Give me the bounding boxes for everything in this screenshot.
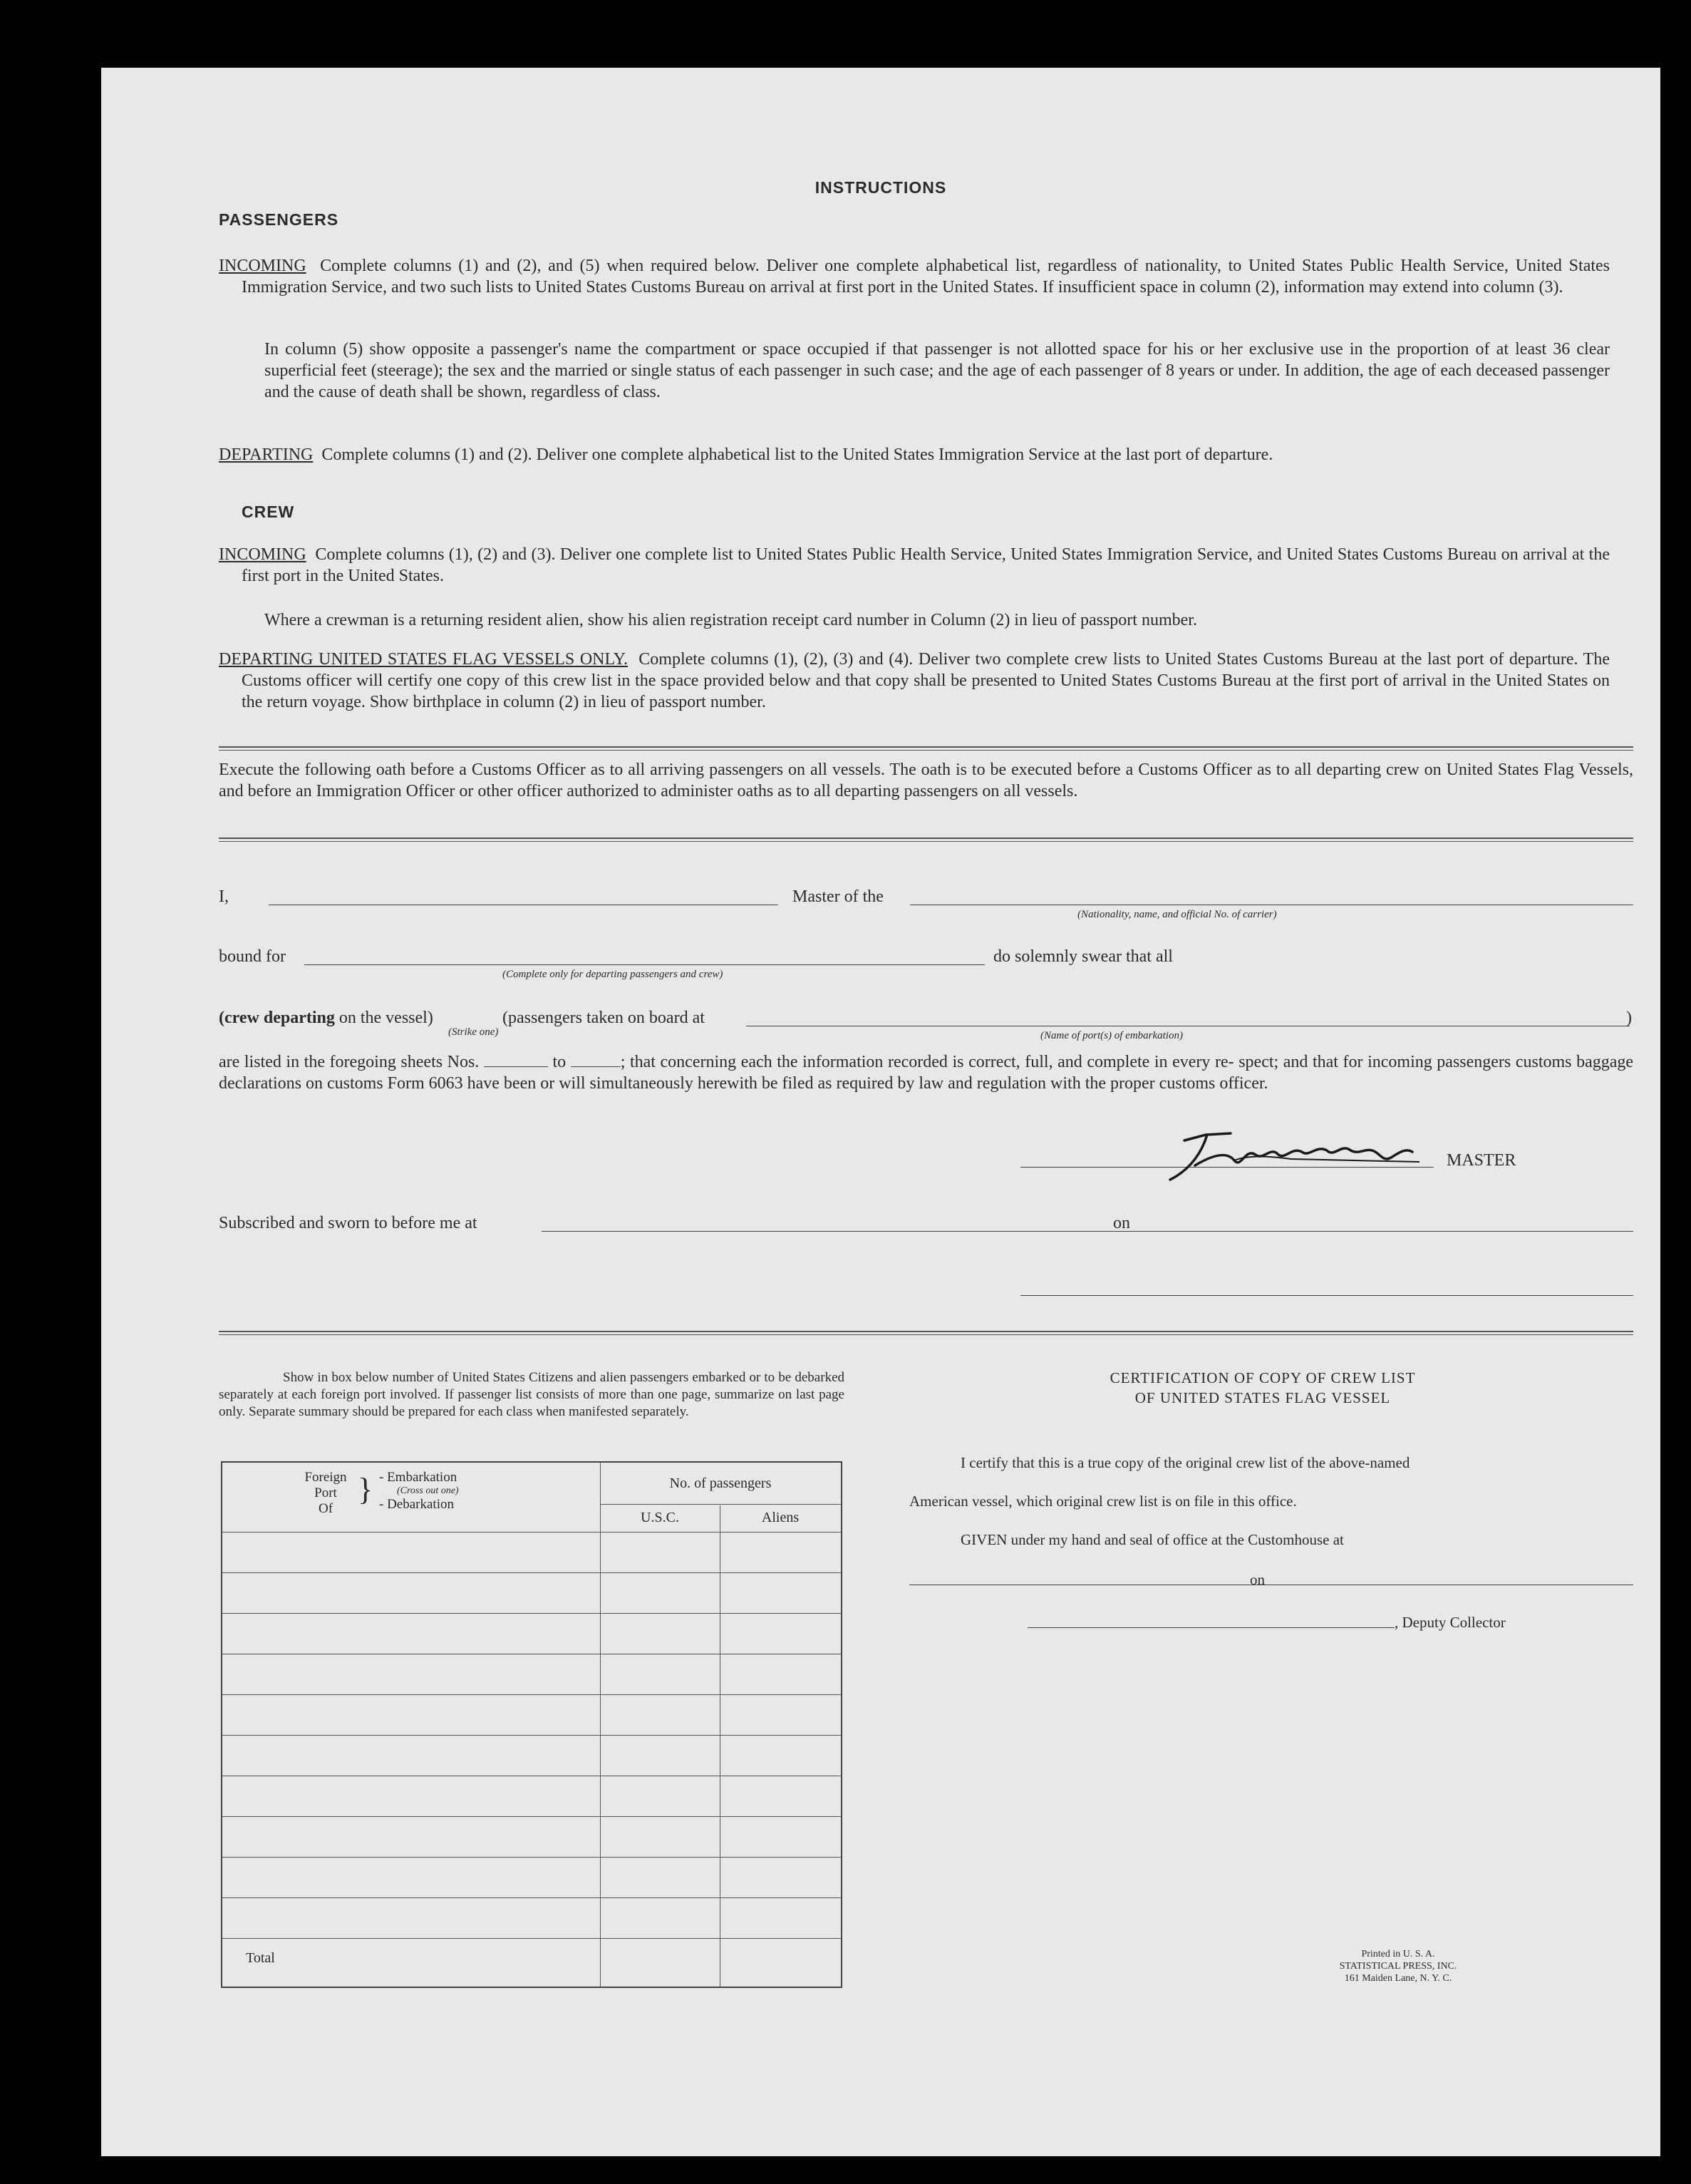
divider-double-rule bbox=[219, 838, 1633, 842]
ports-hint: (Name of port(s) of embarkation) bbox=[1040, 1030, 1183, 1041]
col-divider bbox=[600, 1463, 601, 1987]
listed-statement bbox=[219, 1051, 1633, 1094]
passengers-incoming-label: INCOMING bbox=[219, 257, 306, 275]
divider-double-rule bbox=[219, 1331, 1633, 1335]
instructions-title: INSTRUCTIONS bbox=[815, 178, 947, 197]
crew-heading: CREW bbox=[242, 503, 295, 521]
certification-line-3: GIVEN under my hand and seal of office at the Customhouse at bbox=[961, 1531, 1344, 1548]
on-the-vessel-text: on the vessel) bbox=[338, 1009, 433, 1027]
bound-for-label: bound for bbox=[219, 947, 286, 966]
debarkation-label: - Debarkation bbox=[379, 1497, 454, 1512]
carrier-hint: (Nationality, name, and official No. of carrier) bbox=[1077, 909, 1277, 920]
printer-line-1: Printed in U. S. A. bbox=[1361, 1949, 1435, 1959]
usc-column-header: U.S.C. bbox=[641, 1510, 679, 1525]
subscribed-label: Subscribed and sworn to before me at bbox=[219, 1214, 477, 1232]
strike-one-hint: (Strike one) bbox=[448, 1026, 499, 1038]
deputy-collector-label: , Deputy Collector bbox=[1395, 1614, 1506, 1631]
port-label: Port bbox=[314, 1485, 337, 1500]
printer-imprint bbox=[1270, 1948, 1526, 1984]
deputy-collector-signature-field[interactable] bbox=[1028, 1627, 1395, 1628]
sworn-date-field[interactable] bbox=[1140, 1231, 1633, 1232]
passengers-taken-option: (passengers taken on board at bbox=[502, 1009, 705, 1027]
foreign-port-of-label bbox=[304, 1470, 347, 1517]
bound-for-field[interactable] bbox=[304, 964, 985, 965]
certification-heading bbox=[892, 1368, 1633, 1408]
table-row bbox=[222, 1532, 841, 1533]
listed-text-a: are listed in the foregoing sheets Nos. bbox=[219, 1053, 480, 1071]
crew-departing-paragraph bbox=[219, 649, 1610, 713]
printer-line-3: 161 Maiden Lane, N. Y. C. bbox=[1344, 1973, 1452, 1984]
listed-text-b: ; that concerning each the information recorded is correct, full, and complete in every re- bbox=[620, 1053, 1234, 1071]
crew-incoming-text: Complete columns (1), (2) and (3). Deliver one complete list to United States Public Health Service, United States Immigration Service, and United States Customs Bureau on arrival at the first port in the United States. bbox=[242, 545, 1610, 585]
table-row bbox=[222, 1938, 841, 1939]
passengers-incoming-paragraph bbox=[219, 255, 1610, 298]
table-row bbox=[222, 1694, 841, 1695]
passengers-departing-paragraph bbox=[219, 444, 1610, 465]
cross-out-hint: (Cross out one) bbox=[397, 1485, 459, 1496]
listed-text-c: spect; and that for incoming passengers customs baggage declarations on customs Form 6063 have been or will simultaneously herewith be filed as required by law and regulation with the proper customs officer. bbox=[219, 1053, 1634, 1093]
brace-icon: } bbox=[358, 1472, 373, 1507]
certification-on-label: on bbox=[1250, 1571, 1265, 1588]
sheet-to-field[interactable] bbox=[571, 1066, 621, 1067]
divider-double-rule bbox=[219, 746, 1633, 751]
certification-heading-line-1: CERTIFICATION OF COPY OF CREW LIST bbox=[1110, 1369, 1416, 1386]
certification-line-1: I certify that this is a true copy of the original crew list of the above-named bbox=[961, 1454, 1410, 1471]
printer-line-2: STATISTICAL PRESS, INC. bbox=[1339, 1961, 1457, 1972]
crew-departing-text: Complete columns (1), (2), (3) and (4). Deliver two complete crew lists to United States Customs Bureau at the last port of departure. The Customs officer will certify one copy of this crew list in the space provided below and that copy shall be presented to United States Customs Bureau at the first port of arrival in the United States on the return voyage. Show birthplace in column (2) in lieu of passport number. bbox=[242, 650, 1610, 711]
sworn-place-field[interactable] bbox=[542, 1231, 1169, 1232]
certification-line-2: American vessel, which original crew list is on file in this office. bbox=[909, 1493, 1297, 1510]
form-page bbox=[101, 68, 1660, 2156]
table-row bbox=[222, 1897, 841, 1898]
crew-incoming-label: INCOMING bbox=[219, 545, 306, 564]
embarkation-debarkation-label bbox=[379, 1470, 459, 1513]
no-of-passengers-label: No. of passengers bbox=[669, 1475, 772, 1491]
close-paren: ) bbox=[1626, 1009, 1632, 1027]
crew-incoming-paragraph bbox=[219, 544, 1610, 587]
passengers-departing-text: Complete columns (1) and (2). Deliver one complete alphabetical list to the United States Immigration Service at the last port of departure. bbox=[321, 445, 1273, 464]
sheet-from-field[interactable] bbox=[484, 1066, 548, 1067]
foreign-label: Foreign bbox=[304, 1470, 347, 1485]
table-row bbox=[222, 1816, 841, 1817]
ports-box-instructions: Show in box below number of United States Citizens and alien passengers embarked or to be debarked separately at each foreign port involved. If passenger list consists of more than one page, summarize on last page only. Separate summary should be prepared for each class when manifested separately. bbox=[219, 1370, 844, 1419]
total-label: Total bbox=[246, 1950, 275, 1966]
officer-signature-line[interactable] bbox=[1020, 1295, 1633, 1296]
aliens-column-header: Aliens bbox=[761, 1510, 800, 1525]
table-row bbox=[222, 1572, 841, 1573]
bound-for-hint: (Complete only for departing passengers and crew) bbox=[502, 969, 723, 980]
oath-i-label: I, bbox=[219, 887, 229, 906]
master-label: MASTER bbox=[1447, 1151, 1516, 1170]
sworn-on-label: on bbox=[1113, 1214, 1130, 1232]
table-row bbox=[222, 1735, 841, 1736]
ports-table bbox=[221, 1461, 842, 1988]
table-row bbox=[222, 1857, 841, 1858]
crew-departing-text: (crew departing bbox=[219, 1009, 335, 1027]
of-label: Of bbox=[318, 1501, 333, 1516]
master-signature-image bbox=[1163, 1126, 1434, 1190]
passengers-heading: PASSENGERS bbox=[219, 210, 339, 229]
embarkation-label: - Embarkation bbox=[379, 1470, 457, 1485]
header-subdivider bbox=[600, 1504, 841, 1505]
table-row bbox=[222, 1613, 841, 1614]
crew-departing-option bbox=[219, 1007, 433, 1029]
master-of-the-label: Master of the bbox=[792, 887, 884, 906]
passengers-incoming-text: Complete columns (1) and (2), and (5) when required below. Deliver one complete alphabetical list, regardless of nationality, to United States Public Health Service, United States Immigration Service, and two such lists to United States Customs Bureau on arrival at first port in the United States. If insufficient space in column (2), information may extend into column (3). bbox=[242, 257, 1610, 297]
crew-resident-paragraph: Where a crewman is a returning resident alien, show his alien registration receipt card number in Column (2) in lieu of passport number. bbox=[264, 611, 1197, 629]
passengers-column5-paragraph: In column (5) show opposite a passenger's name the compartment or space occupied if that passenger is not allotted space for his or her exclusive use in the proportion of at least 36 clear superficial feet (steerage); the sex and the married or single status of each passenger in such case; and the age of each passenger of 8 years or under. In addition, the age of each deceased passenger and the cause of death shall be shown, regardless of class. bbox=[264, 340, 1610, 401]
solemnly-swear-text: do solemnly swear that all bbox=[993, 947, 1173, 966]
crew-departing-label: DEPARTING UNITED STATES FLAG VESSELS ONLY. bbox=[219, 650, 628, 669]
certification-heading-line-2: OF UNITED STATES FLAG VESSEL bbox=[1134, 1389, 1391, 1406]
passengers-departing-label: DEPARTING bbox=[219, 445, 314, 464]
oath-intro: Execute the following oath before a Customs Officer as to all arriving passengers on all vessels. The oath is to be executed before a Customs Officer as to all departing crew on United States Flag Vessels, and before an Immigration Officer or other officer authorized to administer oaths as to all departing passengers on all vessels. bbox=[219, 761, 1633, 800]
listed-to-text: to bbox=[552, 1053, 567, 1071]
